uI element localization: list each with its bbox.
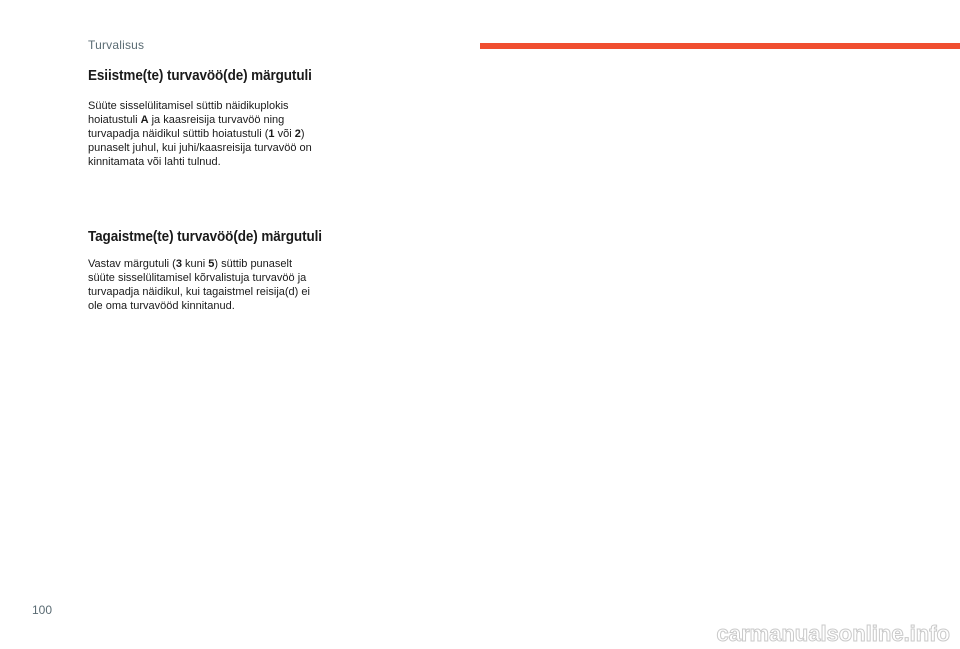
- text-run: Vastav märgutuli (: [88, 258, 176, 270]
- text-run: turvapadja näidikul süttib hoiatustuli (: [88, 128, 269, 140]
- text-line: süüte sisselülitamisel kõrvalistuja turvavöö ja: [88, 272, 307, 284]
- page-number: 100: [32, 603, 53, 617]
- text-run: ): [300, 128, 305, 140]
- watermark-text: carmanualsonline.info: [716, 621, 950, 646]
- text-line: ole oma turvavööd kinnitanud.: [88, 300, 235, 312]
- front-seatbelt-paragraph: [88, 99, 350, 169]
- text-run: ja kaasreisija turvavöö ning: [148, 114, 285, 126]
- accent-bar-rect: [480, 43, 960, 49]
- text-run: ) süttib punaselt: [214, 258, 293, 270]
- indicator-ref-1: 1: [268, 128, 275, 140]
- text-line: [88, 113, 350, 127]
- rear-seatbelt-paragraph: [88, 257, 350, 313]
- indicator-ref-5: 5: [208, 258, 215, 270]
- indicator-ref-3: 3: [175, 258, 182, 270]
- text-line: Süüte sisselülitamisel süttib näidikuplokis: [88, 100, 289, 112]
- watermark: [700, 620, 952, 646]
- front-seatbelt-heading: Esiistme(te) turvavöö(de) märgutuli: [88, 68, 312, 84]
- indicator-ref-a: A: [140, 114, 149, 126]
- text-line: [88, 127, 350, 141]
- text-run: või: [274, 128, 295, 140]
- header-accent-bar: [480, 43, 960, 49]
- text-run: kuni: [181, 258, 209, 270]
- section-label: Turvalisus: [88, 38, 145, 52]
- rear-seatbelt-heading: Tagaistme(te) turvavöö(de) märgutuli: [88, 229, 322, 245]
- text-line: turvapadja näidikul, kui tagaistmel reisija(d) ei: [88, 286, 310, 298]
- text-line: punaselt juhul, kui juhi/kaasreisija turvavöö on: [88, 142, 312, 154]
- indicator-ref-2: 2: [294, 128, 301, 140]
- text-run: hoiatustuli: [88, 114, 141, 126]
- text-line: [88, 257, 350, 271]
- text-line: kinnitamata või lahti tulnud.: [88, 156, 221, 168]
